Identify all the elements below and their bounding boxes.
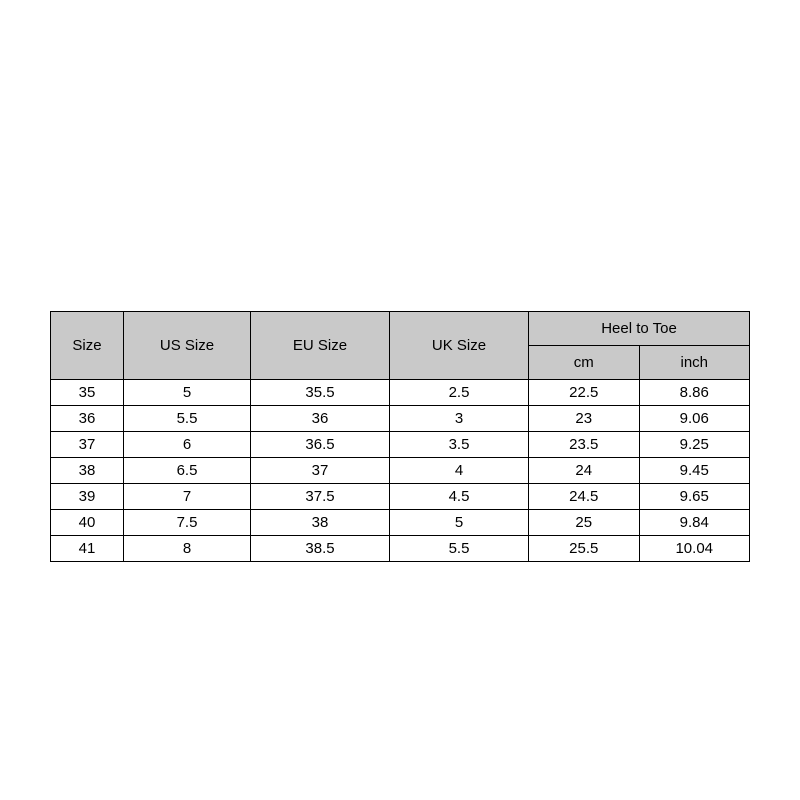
- size-conversion-table: [50, 311, 750, 562]
- cell-inch: 9.84: [639, 510, 750, 536]
- cell-us: 7: [124, 484, 251, 510]
- cell-us: 6.5: [124, 458, 251, 484]
- cell-cm: 24: [529, 458, 640, 484]
- cell-size: 38: [51, 458, 124, 484]
- column-header-cm: cm: [529, 346, 640, 380]
- cell-cm: 22.5: [529, 380, 640, 406]
- table-row: [51, 380, 750, 406]
- cell-us: 8: [124, 536, 251, 562]
- table-row: [51, 510, 750, 536]
- cell-uk: 5.5: [390, 536, 529, 562]
- cell-us: 5: [124, 380, 251, 406]
- cell-eu: 36.5: [251, 432, 390, 458]
- cell-us: 7.5: [124, 510, 251, 536]
- column-header-inch: inch: [639, 346, 750, 380]
- table-row: [51, 406, 750, 432]
- table-row: [51, 484, 750, 510]
- cell-size: 41: [51, 536, 124, 562]
- cell-inch: 9.06: [639, 406, 750, 432]
- cell-eu: 37: [251, 458, 390, 484]
- cell-uk: 3: [390, 406, 529, 432]
- cell-size: 36: [51, 406, 124, 432]
- column-header-size: Size: [51, 312, 124, 380]
- table-body: [51, 380, 750, 562]
- cell-inch: 9.25: [639, 432, 750, 458]
- cell-inch: 10.04: [639, 536, 750, 562]
- cell-uk: 4: [390, 458, 529, 484]
- table-header-row-primary: [51, 312, 750, 346]
- column-header-heel-to-toe: Heel to Toe: [529, 312, 750, 346]
- table-header: [51, 312, 750, 380]
- cell-eu: 38: [251, 510, 390, 536]
- cell-cm: 25: [529, 510, 640, 536]
- cell-eu: 36: [251, 406, 390, 432]
- cell-uk: 5: [390, 510, 529, 536]
- cell-inch: 9.45: [639, 458, 750, 484]
- table-row: [51, 458, 750, 484]
- cell-cm: 23.5: [529, 432, 640, 458]
- cell-uk: 2.5: [390, 380, 529, 406]
- cell-eu: 35.5: [251, 380, 390, 406]
- cell-size: 37: [51, 432, 124, 458]
- cell-us: 5.5: [124, 406, 251, 432]
- cell-size: 35: [51, 380, 124, 406]
- column-header-uk-size: UK Size: [390, 312, 529, 380]
- cell-size: 40: [51, 510, 124, 536]
- cell-eu: 37.5: [251, 484, 390, 510]
- size-chart-container: [50, 311, 750, 562]
- cell-us: 6: [124, 432, 251, 458]
- column-header-eu-size: EU Size: [251, 312, 390, 380]
- column-header-us-size: US Size: [124, 312, 251, 380]
- cell-cm: 23: [529, 406, 640, 432]
- cell-cm: 25.5: [529, 536, 640, 562]
- cell-inch: 8.86: [639, 380, 750, 406]
- table-row: [51, 536, 750, 562]
- cell-size: 39: [51, 484, 124, 510]
- table-row: [51, 432, 750, 458]
- cell-uk: 3.5: [390, 432, 529, 458]
- cell-inch: 9.65: [639, 484, 750, 510]
- cell-uk: 4.5: [390, 484, 529, 510]
- cell-eu: 38.5: [251, 536, 390, 562]
- cell-cm: 24.5: [529, 484, 640, 510]
